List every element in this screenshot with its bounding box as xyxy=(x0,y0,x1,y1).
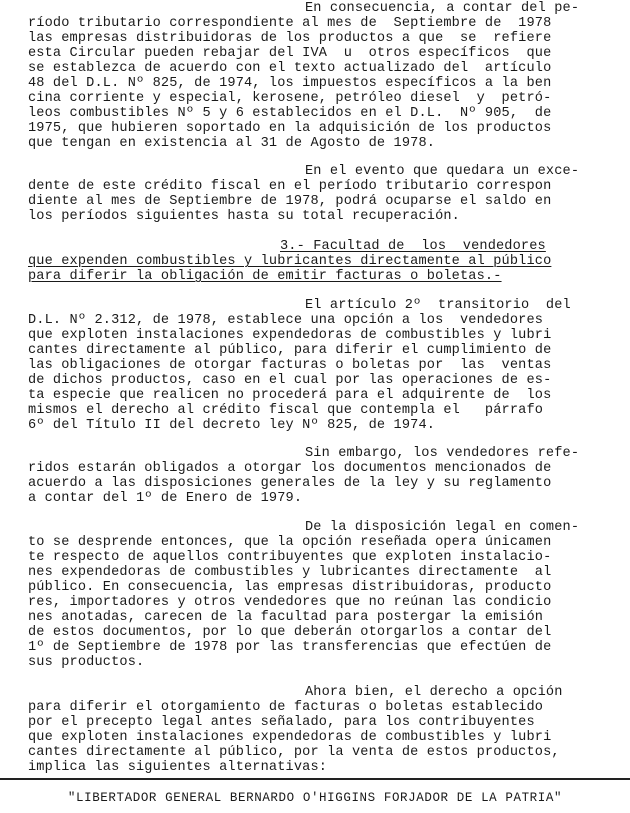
text-line: de dichos productos, caso en el cual por las operaciones de es- xyxy=(28,373,552,388)
text-line: to se desprende entonces, que la opción reseñada opera únicamen xyxy=(28,535,552,550)
text-line: De la disposición legal en comen- xyxy=(305,520,580,535)
text-line: res, importadores y otros vendedores que no reúnan las condicio xyxy=(28,595,552,610)
text-line: que exploten instalaciones expendedoras de combustibles y lubri xyxy=(28,328,552,343)
footer-rule xyxy=(0,778,630,780)
text-line: para diferir el otorgamiento de facturas o boletas establecido xyxy=(28,700,544,715)
text-line: En consecuencia, a contar del pe- xyxy=(305,1,580,16)
text-line: a contar del 1º de Enero de 1979. xyxy=(28,491,303,506)
text-line: Sin embargo, los vendedores refe- xyxy=(305,446,580,461)
text-line: te respecto de aquellos contribuyentes que exploten instalacio- xyxy=(28,550,552,565)
text-line: implica las siguientes alternativas: xyxy=(28,760,328,775)
text-line: El artículo 2º transitorio del xyxy=(305,298,571,313)
text-line: D.L. Nº 2.312, de 1978, establece una opción a los vendedores xyxy=(28,313,544,328)
text-line: ridos estarán obligados a otorgar los documentos mencionados de xyxy=(28,461,552,476)
text-line: diente al mes de Septiembre de 1978, podrá ocuparse el saldo en xyxy=(28,194,552,209)
text-line: 1º de Septiembre de 1978 por las transferencias que efectúen de xyxy=(28,640,552,655)
text-line: sus productos. xyxy=(28,655,145,670)
text-line: ta especie que realicen no procederá para el adquirente de los xyxy=(28,388,552,403)
text-line: se establezca de acuerdo con el texto actualizado del artículo xyxy=(28,61,552,76)
text-line: nes anotadas, carecen de la facultad para postergar la emisión xyxy=(28,610,544,625)
text-line: por el precepto legal antes señalado, para los contribuyentes xyxy=(28,715,535,730)
text-line: dente de este crédito fiscal en el período tributario correspon xyxy=(28,179,552,194)
text-line: En el evento que quedara un exce- xyxy=(305,164,580,179)
heading-line: 3.- Facultad de los vendedores xyxy=(280,239,546,254)
text-line: 6º del Título II del decreto ley Nº 825, de 1974. xyxy=(28,418,436,433)
text-line: 1975, que hubieren soportado en la adquisición de los productos xyxy=(28,121,552,136)
text-line: mismos el derecho al crédito fiscal que contempla el párrafo xyxy=(28,403,544,418)
text-line: cantes directamente al público, por la venta de estos productos, xyxy=(28,745,560,760)
text-line: los períodos siguientes hasta su total recuperación. xyxy=(28,209,460,224)
text-line: Ahora bien, el derecho a opción xyxy=(305,685,563,700)
text-line: leos combustibles Nº 5 y 6 establecidos en el D.L. Nº 905, de xyxy=(28,106,552,121)
text-line: cina corriente y especial, kerosene, petróleo diesel y petró- xyxy=(28,91,552,106)
text-line: las empresas distribuidoras de los productos a que se refiere xyxy=(28,31,552,46)
heading-line: para diferir la obligación de emitir facturas o boletas.- xyxy=(28,269,502,284)
text-line: las obligaciones de otorgar facturas o boletas por las ventas xyxy=(28,358,552,373)
text-line: ríodo tributario correspondiente al mes de Septiembre de 1978 xyxy=(28,16,552,31)
text-line: acuerdo a las disposiciones generales de la ley y su reglamento xyxy=(28,476,552,491)
footer-motto: "LIBERTADOR GENERAL BERNARDO O'HIGGINS FORJADOR DE LA PATRIA" xyxy=(67,791,563,805)
text-line: que tengan en existencia al 31 de Agosto de 1978. xyxy=(28,136,436,151)
heading-line: que expenden combustibles y lubricantes directamente al público xyxy=(28,254,552,269)
text-line: nes expendedoras de combustibles y lubricantes directamente al xyxy=(28,565,552,580)
text-line: público. En consecuencia, las empresas distribuidoras, producto xyxy=(28,580,552,595)
text-line: 48 del D.L. Nº 825, de 1974, los impuestos específicos a la ben xyxy=(28,76,552,91)
text-line: que exploten instalaciones expendedoras de combustibles y lubri xyxy=(28,730,552,745)
text-line: cantes directamente al público, para diferir el cumplimiento de xyxy=(28,343,552,358)
text-line: esta Circular pueden rebajar del IVA u otros específicos que xyxy=(28,46,552,61)
text-line: de estos documentos, por lo que deberán otorgarlos a contar del xyxy=(28,625,552,640)
